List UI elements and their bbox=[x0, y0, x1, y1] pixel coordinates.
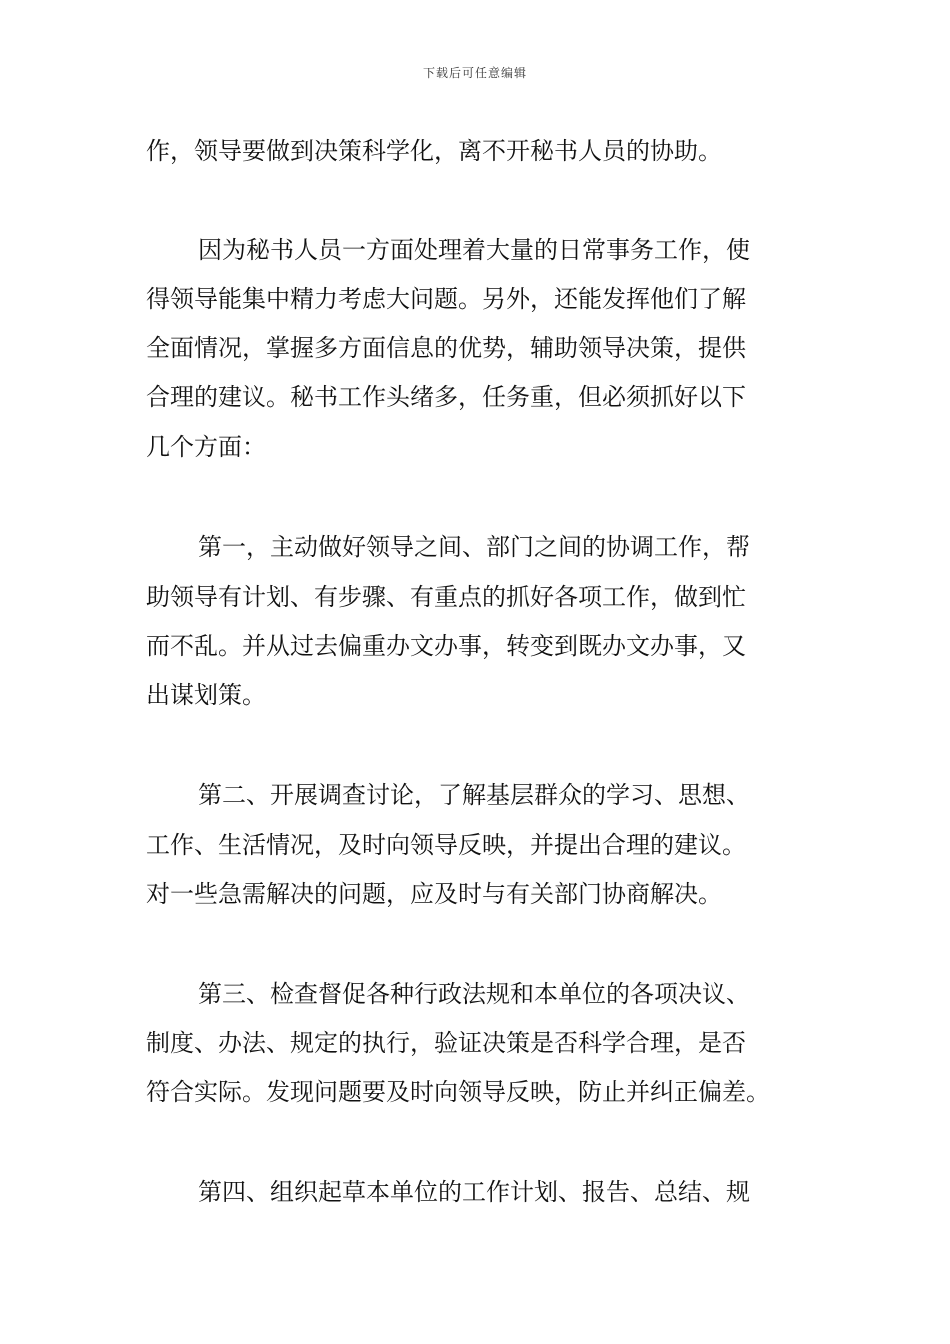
paragraph-first-line: 第三、检查督促各种行政法规和本单位的各项决议、 bbox=[198, 980, 750, 1008]
paragraph-first-line: 因为秘书人员一方面处理着大量的日常事务工作，使 bbox=[198, 236, 750, 264]
text-line: 合理的建议。秘书工作头绪多，任务重，但必须抓好以下 bbox=[146, 383, 746, 411]
paragraph-first-line: 第一，主动做好领导之间、部门之间的协调工作，帮 bbox=[198, 533, 750, 561]
text-line: 制度、办法、规定的执行，验证决策是否科学合理，是否 bbox=[146, 1029, 746, 1057]
text-line: 作，领导要做到决策科学化，离不开秘书人员的协助。 bbox=[146, 137, 722, 165]
text-line: 而不乱。并从过去偏重办文办事，转变到既办文办事，又 bbox=[146, 632, 746, 660]
text-line: 助领导有计划、有步骤、有重点的抓好各项工作，做到忙 bbox=[146, 583, 746, 611]
text-line: 全面情况，掌握多方面信息的优势，辅助领导决策，提供 bbox=[146, 334, 746, 362]
text-line: 工作、生活情况，及时向领导反映，并提出合理的建议。 bbox=[146, 831, 746, 859]
header-note: 下载后可任意编辑 bbox=[422, 66, 527, 80]
text-line: 对一些急需解决的问题，应及时与有关部门协商解决。 bbox=[146, 880, 722, 908]
text-line: 得领导能集中精力考虑大问题。另外，还能发挥他们了解 bbox=[146, 285, 746, 313]
text-line: 符合实际。发现问题要及时向领导反映，防止并纠正偏差。 bbox=[146, 1078, 770, 1106]
text-line: 出谋划策。 bbox=[146, 681, 266, 709]
text-line: 几个方面： bbox=[146, 433, 266, 461]
paragraph-first-line: 第二、开展调查讨论，了解基层群众的学习、思想、 bbox=[198, 781, 750, 809]
paragraph-first-line: 第四、组织起草本单位的工作计划、报告、总结、规 bbox=[198, 1178, 750, 1206]
